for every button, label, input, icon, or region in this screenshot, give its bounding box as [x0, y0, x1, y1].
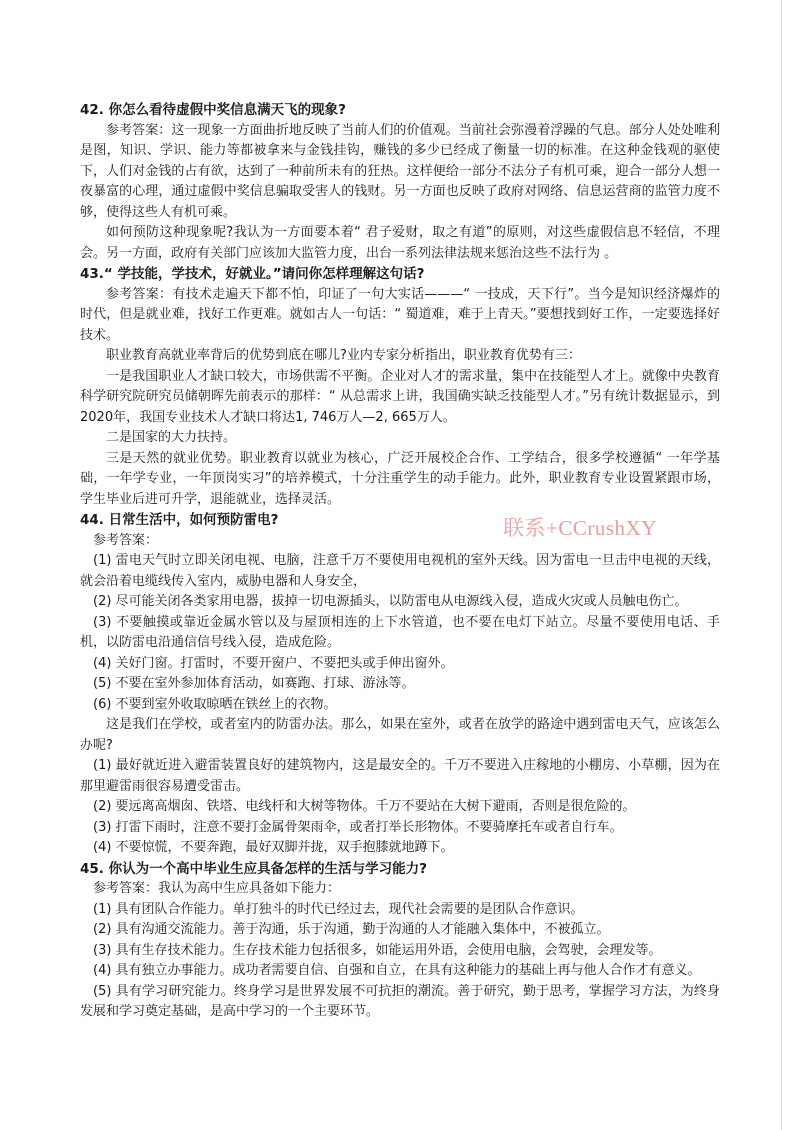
- question-43: [80, 264, 720, 510]
- watermark-text: 联系+CCrushXY: [503, 516, 657, 540]
- question-44-title: 44. 日常生活中，如何预防雷电?: [80, 512, 279, 528]
- question-45-item-5: (5) 具有学习研究能力。终身学习是世界发展不可抗拒的潮流。善于研究，勤于思考，掌握学习方法，为终身发展和学习奠定基础，是高中学习的一个主要环节。: [80, 983, 720, 1019]
- question-42-answer-p1: 参考答案：这一现象一方面曲折地反映了当前人们的价值观。当前社会弥漫着浮躁的气息。部分人处处唯利是图，知识、学识、能力等都被拿来与金钱挂钩，赚钱的多少已经成了衡量一切的标准。在这种金钱观的驱使下，人们对金钱的占有欲，达到了一种前所未有的狂热。这样便给一部分不法分子有机可乘，迎合一部分人想一夜暴富的心理，通过虚假中奖信息骗取受害人的钱财。另一方面也反映了政府对网络、信息运营商的监管力度不够，使得这些人有机可乘。: [80, 122, 720, 220]
- question-42: [80, 100, 720, 264]
- question-44-item-6: (6) 不要到室外收取晾晒在铁丝上的衣物。: [93, 696, 337, 712]
- question-43-answer-p3: 一是我国职业人才缺口较大，市场供需不平衡。企业对人才的需求量，集中在技能型人才上。就像中央教育科学研究院研究员储朝晖先前表示的那样：“ 从总需求上讲，我国确实缺乏技能型人才。”另有统计数据显示，到2020年，我国专业技术人才缺口将达1, 746万人—2, 665万人。: [80, 368, 720, 425]
- question-44-outdoor-item-2: (2) 要远离高烟囱、铁塔、电线杆和大树等物体。千万不要站在大树下避雨，否则是很危险的。: [93, 799, 636, 814]
- document-page: [80, 100, 720, 1023]
- question-44-answer-label: 参考答案：: [93, 532, 159, 548]
- question-43-answer-p5: 三是天然的就业优势。职业教育以就业为核心，广泛开展校企合作、工学结合，很多学校遵循“ 一年学基础，一年学专业，一年顶岗实习”的培养模式，十分注重学生的动手能力。此外，职业教育专业设置紧跟市场，学生毕业后进可升学，退能就业，选择灵活。: [80, 450, 720, 507]
- question-44-transition: 这是我们在学校，或者室内的防雷办法。那么，如果在室外，或者在放学的路途中遇到雷电天气，应该怎么办呢?: [80, 717, 720, 753]
- question-45-item-4: (4) 具有独立办事能力。成功者需要自信、自强和自立，在具有这种能力的基础上再与他人合作才有意义。: [93, 963, 701, 978]
- page-edge-line: [781, 0, 782, 1130]
- question-45-item-3: (3) 具有生存技术能力。生存技术能力包括很多，如能运用外语，会使用电脑，会驾驶，会理发等。: [93, 942, 662, 958]
- question-44-item-2: (2) 尽可能关闭各类家用电器，拔掉一切电源插头，以防雷电从电源线入侵，造成火灾或人员触电伤亡。: [93, 594, 688, 609]
- question-45: [80, 859, 720, 1023]
- question-43-answer-p4: 二是国家的大力扶持。: [106, 430, 237, 445]
- question-44-item-3: (3) 不要触摸或靠近金属水管以及与屋顶相连的上下水管道，也不要在电灯下站立。尽量不要使用电话、手机，以防雷电沿通信信号线入侵，造成危险。: [80, 614, 720, 650]
- question-45-title: 45. 你认为一个高中毕业生应具备怎样的生活与学习能力?: [80, 860, 427, 877]
- question-43-answer-p2: 职业教育高就业率背后的优势到底在哪儿?业内专家分析指出，职业教育优势有三：: [106, 348, 581, 363]
- question-45-item-2: (2) 具有沟通交流能力。善于沟通，乐于沟通，勤于沟通的人才能融入集体中，不被孤立。: [93, 922, 610, 937]
- question-44-outdoor-item-1: (1) 最好就近进入避雷装置良好的建筑物内，这是最安全的。千万不要进入庄稼地的小棚房、小草棚，因为在那里避雷雨很容易遭受雷击。: [80, 758, 720, 794]
- question-45-item-1: (1) 具有团队合作能力。单打独斗的时代已经过去，现代社会需要的是团队合作意识。: [93, 901, 584, 917]
- question-42-answer-p2: 如何预防这种现象呢?我认为一方面要本着“ 君子爱财，取之有道”的原则，对这些虚假信息不轻信，不理会。另一方面，政府有关部门应该加大监管力度，出台一系列法律法规来惩治这些不法行为 。: [80, 225, 720, 261]
- question-43-answer-p1: 参考答案：有技术走遍天下都不怕，印证了一句大实话———“ 一技成，天下行”。当今是知识经济爆炸的时代，但是就业难，找好工作更难。就如古人一句话：“ 蜀道难，难于上青天。”要想找到好工作，一定要选择好技术。: [80, 286, 720, 343]
- question-43-title: 43.“ 学技能，学技术，好就业。”请问你怎样理解这句话?: [80, 266, 425, 282]
- question-44-item-5: (5) 不要在室外参加体育活动，如赛跑、打球、游泳等。: [93, 676, 415, 691]
- question-44-outdoor-item-3: (3) 打雷下雨时，注意不要打金属骨架雨伞，或者打举长形物体。不要骑摩托车或者自行车。: [93, 819, 623, 835]
- question-44-item-1: (1) 雷电天气时立即关闭电视、电脑，注意千万不要使用电视机的室外天线。因为雷电一旦击中电视的天线，就会沿着电缆线传入室内，威胁电器和人身安全，: [80, 553, 720, 589]
- question-44: [80, 510, 720, 859]
- question-45-answer-label: 参考答案：我认为高中生应具备如下能力：: [93, 881, 341, 896]
- question-42-title: 42. 你怎么看待虚假中奖信息满天飞的现象?: [80, 102, 346, 118]
- question-44-outdoor-item-4: (4) 不要惊慌，不要奔跑，最好双脚并拢，双手抱膝就地蹲下。: [93, 840, 454, 855]
- question-44-item-4: (4) 关好门窗。打雷时，不要开窗户、不要把头或手伸出窗外。: [93, 655, 454, 671]
